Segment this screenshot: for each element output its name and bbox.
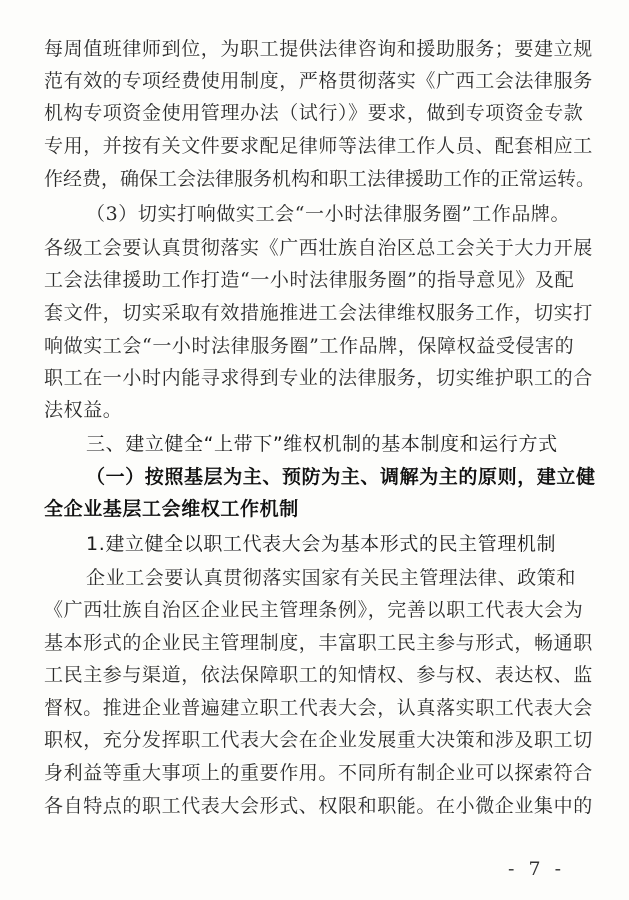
- body-line-7: 各级工会要认真贯彻落实《广西壮族自治区总工会关于大力开展: [44, 237, 593, 259]
- body-line-19: 基本形式的企业民主管理制度，丰富职工民主参与形式，畅通职: [44, 632, 593, 654]
- body-line-11: 职工在一小时内能寻求得到专业的法律服务，切实维护职工的合: [44, 367, 593, 389]
- body-line-24: 各自特点的职工代表大会形式、权限和职能。在小微企业集中的: [44, 795, 593, 817]
- body-line-22: 职权，充分发挥职工代表大会在企业发展重大决策和涉及职工切: [44, 729, 593, 751]
- body-line-20: 工民主参与渠道，依法保障职工的知情权、参与权、表达权、监: [44, 664, 593, 686]
- body-line-3: 机构专项资金使用管理办法（试行）》要求，做到专项资金专款: [44, 102, 584, 124]
- page-number: - 7 -: [508, 858, 566, 880]
- body-line-18: 《广西壮族自治区企业民主管理条例》，完善以职工代表大会为: [44, 599, 584, 621]
- body-line-21: 督权。推进企业普遍建立职工代表大会，认真落实职工代表大会: [44, 697, 593, 719]
- body-line-4: 专用，并按有关文件要求配足律师等法律工作人员、配套相应工: [44, 135, 593, 157]
- body-line-17: 企业工会要认真贯彻落实国家有关民主管理法律、政策和: [86, 567, 577, 589]
- body-line-12: 法权益。: [44, 399, 123, 421]
- section-heading-3: 三、建立健全“上带下”维权机制的基本制度和运行方式: [86, 433, 558, 455]
- subsection-heading-1-line-1: （一）按照基层为主、预防为主、调解为主的原则，建立健: [86, 466, 596, 488]
- body-line-10: 响做实工会“一小时法律服务圈”工作品牌，保障权益受侵害的: [44, 335, 575, 357]
- body-line-9: 套文件，切实采取有效措施推进工会法律维权服务工作，切实打: [44, 302, 593, 324]
- subsection-heading-3: （3）切实打响做实工会“一小时法律服务圈”工作品牌。: [86, 203, 571, 225]
- item-heading-1: 1.建立健全以职工代表大会为基本形式的民主管理机制: [86, 533, 557, 555]
- body-line-8: 工会法律援助工作打造“一小时法律服务圈”的指导意见》及配: [44, 269, 575, 291]
- subsection-heading-1-line-2: 全企业基层工会维权工作机制: [44, 498, 299, 520]
- body-line-5: 作经费，确保工会法律服务机构和职工法律援助工作的正常运转。: [44, 168, 596, 190]
- body-line-1: 每周值班律师到位，为职工提供法律咨询和援助服务；要建立规: [44, 38, 593, 60]
- body-line-2: 范有效的专项经费使用制度，严格贯彻落实《广西工会法律服务: [44, 70, 593, 92]
- body-line-23: 身利益等重大事项上的重要作用。不同所有制企业可以探索符合: [44, 762, 593, 784]
